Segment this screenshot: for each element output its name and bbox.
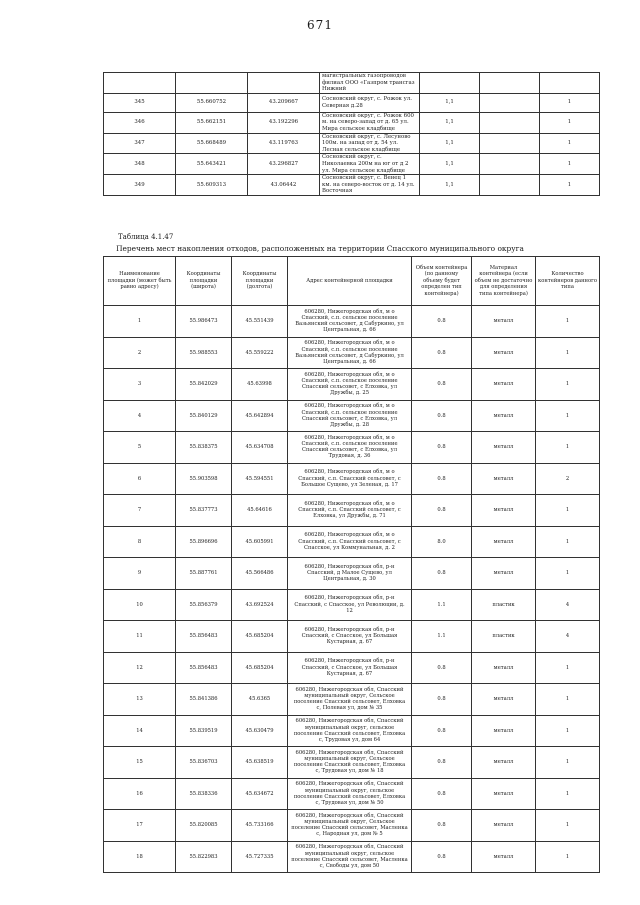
cell-material: металл [472,400,536,432]
table-row [104,337,600,369]
cell-latitude: 55.643421 [176,154,248,175]
header-address: Адрес контейнерной площадки [288,257,412,306]
cell-volume: 0.8 [412,463,472,495]
header-latitude: Координаты площадки (широта) [176,257,232,306]
cell-longitude: 45.559222 [232,337,288,369]
cell-number: 12 [104,652,176,684]
cell-material: металл [472,810,536,842]
cell-number: 347 [104,133,176,154]
table-row [104,747,600,779]
cell-address: 606280, Нижегородская обл, м о Спасский, с.п. Спасский сельсовет, с Спасское, ул Коммунальная, д. 2 [288,526,412,558]
cell-count: 1 [536,558,600,590]
cell-address: 606280, Нижегородская обл, м о Спасский, с.п. сельское поселение Вазьянский сельсовет, д Сабуркино, ул Центральная, д. 66 [288,337,412,369]
table-row [104,93,600,112]
cell-material: металл [472,337,536,369]
cell-number: 345 [104,93,176,112]
cell-longitude: 45.634708 [232,432,288,464]
cell-number: 5 [104,432,176,464]
cell-count: 1 [536,778,600,810]
cell-latitude: 55.838336 [176,778,232,810]
cell-volume: 0.8 [412,778,472,810]
cell-longitude: 45.733166 [232,810,288,842]
table-row [104,841,600,873]
cell-count: 1 [536,810,600,842]
cell-number: 14 [104,715,176,747]
table-title: Перечень мест накопления отходов, расположенных на территории Спасского муниципального округа [116,244,524,253]
header-material: Материал контейнера (если объем не достаточно для определения типа контейнера) [472,257,536,306]
cell-longitude: 45.594551 [232,463,288,495]
cell-volume: 8.0 [412,526,472,558]
cell-volume: 1,1 [420,154,480,175]
cell-number: 1 [104,306,176,338]
cell-count: 1 [536,432,600,464]
cell-material: металл [472,652,536,684]
cell-number: 7 [104,495,176,527]
cell-volume: 0.8 [412,432,472,464]
cell-number: 10 [104,589,176,621]
cell-latitude: 55.903598 [176,463,232,495]
cell-latitude: 55.662151 [176,112,248,133]
table-caption: Таблица 4.1.47 [118,233,174,241]
table-row [104,73,600,94]
table-row [104,495,600,527]
cell-count: 1 [536,369,600,401]
table-row [104,652,600,684]
cell-material: металл [472,558,536,590]
cell-latitude: 55.896696 [176,526,232,558]
cell-material [480,93,540,112]
cell-number [104,73,176,94]
cell-count: 1 [536,841,600,873]
previous-table-continuation [103,72,600,196]
cell-material: пластик [472,621,536,653]
table-row [104,369,600,401]
cell-count: 1 [540,175,600,196]
cell-volume: 0.8 [412,337,472,369]
cell-address: 606280, Нижегородская обл, р-н Спасский, с Спасское, ул Большая Кустарная, д. 67 [288,621,412,653]
cell-material: металл [472,306,536,338]
cell-number: 4 [104,400,176,432]
cell-material: металл [472,495,536,527]
cell-address: 606280, Нижегородская обл, м о Спасский, с.п. Спасский сельсовет, с Елховка, ул Дружбы, д. 71 [288,495,412,527]
cell-volume: 0.8 [412,810,472,842]
table-row [104,154,600,175]
cell-count: 1 [540,154,600,175]
cell-address: 606280, Нижегородская обл, Спасский муниципальный округ, Сельское поселение Спасский сельсовет, Елховка с, Трудовая ул, дом № 18 [288,747,412,779]
cell-material: металл [472,747,536,779]
cell-volume: 0.8 [412,400,472,432]
cell-count: 1 [540,133,600,154]
cell-count: 1 [536,526,600,558]
cell-volume: 1.1 [412,621,472,653]
table-row [104,715,600,747]
cell-latitude: 55.839519 [176,715,232,747]
header-longitude: Координаты площадки (долгота) [232,257,288,306]
cell-address: 606280, Нижегородская обл, м о Спасский, с.п. сельское поселение Спасский сельсовет, с Елховка, ул Трудовая, д. 36 [288,432,412,464]
cell-count: 1 [536,684,600,716]
cell-longitude: 43.209667 [248,93,320,112]
table-row [104,400,600,432]
cell-longitude: 43.296827 [248,154,320,175]
table-row [104,175,600,196]
cell-longitude: 45.551439 [232,306,288,338]
cell-material: металл [472,841,536,873]
cell-material: металл [472,432,536,464]
cell-latitude: 55.856379 [176,589,232,621]
cell-longitude: 45.64616 [232,495,288,527]
cell-latitude: 55.856483 [176,652,232,684]
cell-address: 606280, Нижегородская обл, м о Спасский, с.п. сельское поселение Спасский сельсовет, с Елховка, ул Дружбы, д. 28 [288,400,412,432]
cell-latitude: 55.609313 [176,175,248,196]
cell-number: 13 [104,684,176,716]
cell-longitude: 45.566486 [232,558,288,590]
cell-latitude: 55.856483 [176,621,232,653]
cell-volume: 0.8 [412,684,472,716]
table-row [104,589,600,621]
cell-address: 606280, Нижегородская обл, р-н Спасский, с Спасское, ул Революции, д. 12 [288,589,412,621]
cell-latitude: 55.988553 [176,337,232,369]
table-row [104,558,600,590]
cell-count: 1 [536,652,600,684]
cell-address: 606280, Нижегородская обл, Спасский муниципальный округ, Сельское поселение Спасский сельсовет, Масленка с, Народная ул, дом № 5 [288,810,412,842]
cell-longitude: 45.638519 [232,747,288,779]
cell-address: 606280, Нижегородская обл, р-н Спасский, с Спасское, ул Большая Кустарная, д. 67 [288,652,412,684]
cell-number: 9 [104,558,176,590]
cell-address: 606280, Нижегородская обл, м о Спасский, с.п. Спасский сельсовет, с Большое Сущево, ул Зеленая, д. 17 [288,463,412,495]
cell-latitude: 55.820085 [176,810,232,842]
cell-volume: 0.8 [412,841,472,873]
cell-volume: 1,1 [420,175,480,196]
cell-volume: 0.8 [412,306,472,338]
cell-latitude: 55.842029 [176,369,232,401]
cell-number: 15 [104,747,176,779]
cell-volume: 0.8 [412,558,472,590]
cell-address: 606280, Нижегородская обл, Спасский муниципальный округ, Сельское поселение Спасский сельсовет, Елховка с, Полевая ул, дом № 35 [288,684,412,716]
cell-volume [420,73,480,94]
cell-address: 606280, Нижегородская обл, Спасский муниципальный округ, сельское поселение Спасский сельсовет, Масленка с, Свободы ул, дом 50 [288,841,412,873]
cell-volume: 0.8 [412,495,472,527]
cell-count: 2 [536,463,600,495]
cell-count: 1 [536,495,600,527]
cell-count: 4 [536,621,600,653]
cell-longitude: 45.685204 [232,652,288,684]
cell-address: 606280, Нижегородская обл, Спасский муниципальный округ, сельское поселение Спасский сельсовет, Елховка с, Трудовая ул, дом № 50 [288,778,412,810]
cell-latitude: 55.660752 [176,93,248,112]
page-number: 671 [307,18,333,32]
cell-address: магистральных газопроводов филиал ООО «Газпром трансгаз Нижний [320,73,420,94]
cell-material: металл [472,715,536,747]
cell-material [480,133,540,154]
cell-address: Сосновский округ, с. Лесуново 100м. на запад от д. 54 ул. Лесная сельское кладбище [320,133,420,154]
cell-volume: 0.8 [412,652,472,684]
cell-latitude: 55.837773 [176,495,232,527]
cell-longitude [248,73,320,94]
cell-latitude: 55.887761 [176,558,232,590]
header-site-name: Наименование площадки (может быть равно адресу) [104,257,176,306]
table-row [104,133,600,154]
header-count: Количество контейнеров данного типа [536,257,600,306]
table-row [104,526,600,558]
table-header-row [104,257,600,306]
cell-material: металл [472,463,536,495]
table-row [104,684,600,716]
cell-count: 1 [536,400,600,432]
cell-number: 346 [104,112,176,133]
cell-count [540,73,600,94]
cell-longitude: 45.63998 [232,369,288,401]
cell-number: 17 [104,810,176,842]
cell-volume: 1,1 [420,133,480,154]
cell-count: 1 [536,337,600,369]
waste-sites-table [103,256,600,873]
cell-longitude: 45.6365 [232,684,288,716]
cell-volume: 1,1 [420,112,480,133]
cell-longitude: 43.192296 [248,112,320,133]
cell-volume: 1,1 [420,93,480,112]
cell-longitude: 45.642894 [232,400,288,432]
cell-number: 349 [104,175,176,196]
table-row [104,621,600,653]
cell-address: 606280, Нижегородская обл, м о Спасский, с.п. сельское поселение Вазьянский сельсовет, д Сабуркино, ул Центральная, д. 66 [288,306,412,338]
table-row [104,306,600,338]
cell-number: 16 [104,778,176,810]
cell-count: 1 [536,715,600,747]
cell-number: 8 [104,526,176,558]
cell-material [480,154,540,175]
table-row [104,463,600,495]
table-row [104,432,600,464]
cell-longitude: 43.06442 [248,175,320,196]
cell-longitude: 43.119763 [248,133,320,154]
cell-longitude: 45.634672 [232,778,288,810]
cell-material [480,175,540,196]
table-row [104,778,600,810]
table-row [104,112,600,133]
cell-number: 6 [104,463,176,495]
cell-latitude: 55.840129 [176,400,232,432]
cell-number: 3 [104,369,176,401]
cell-volume: 0.8 [412,747,472,779]
cell-address: Сосновский округ, с. Рожок ул. Северная д.28 [320,93,420,112]
cell-longitude: 45.630479 [232,715,288,747]
cell-material: металл [472,684,536,716]
cell-count: 1 [536,747,600,779]
cell-latitude: 55.986473 [176,306,232,338]
cell-volume: 1.1 [412,589,472,621]
cell-address: 606280, Нижегородская обл, м о Спасский, с.п. сельское поселение Спасский сельсовет, с Елховка, ул Дружбы, д. 25 [288,369,412,401]
cell-material: металл [472,526,536,558]
cell-count: 1 [536,306,600,338]
cell-longitude: 43.692524 [232,589,288,621]
cell-longitude: 45.605991 [232,526,288,558]
cell-longitude: 45.685204 [232,621,288,653]
cell-count: 1 [540,93,600,112]
cell-longitude: 45.727335 [232,841,288,873]
cell-address: 606280, Нижегородская обл, р-н Спасский, д Малое Сущево, ул Центральная, д. 30 [288,558,412,590]
cell-number: 348 [104,154,176,175]
cell-material: металл [472,778,536,810]
cell-material: металл [472,369,536,401]
cell-latitude: 55.836703 [176,747,232,779]
cell-address: 606280, Нижегородская обл, Спасский муниципальный округ, сельское поселение Спасский сельсовет, Елховка с, Трудовая ул, дом 64 [288,715,412,747]
cell-number: 11 [104,621,176,653]
cell-count: 4 [536,589,600,621]
cell-volume: 0.8 [412,715,472,747]
cell-latitude: 55.668489 [176,133,248,154]
cell-number: 2 [104,337,176,369]
cell-address: Сосновский округ, с. Рожок 600 м. на северо-запад от д. 65 ул. Мира сельское кладбище [320,112,420,133]
table-row [104,810,600,842]
cell-latitude: 55.822983 [176,841,232,873]
cell-volume: 0.8 [412,369,472,401]
header-volume: Объем контейнера (по данному объему будет определен тип контейнера) [412,257,472,306]
cell-latitude: 55.838375 [176,432,232,464]
cell-material: пластик [472,589,536,621]
cell-count: 1 [540,112,600,133]
cell-number: 18 [104,841,176,873]
cell-latitude: 55.841386 [176,684,232,716]
cell-address: Сосновский округ, с. Венец 1 км. на северо-восток от д. 14 ул. Восточная [320,175,420,196]
cell-material [480,73,540,94]
cell-material [480,112,540,133]
cell-latitude [176,73,248,94]
cell-address: Сосновский округ, с. Николаевка 200м на юг от д 2 ул. Мира сельское кладбище [320,154,420,175]
